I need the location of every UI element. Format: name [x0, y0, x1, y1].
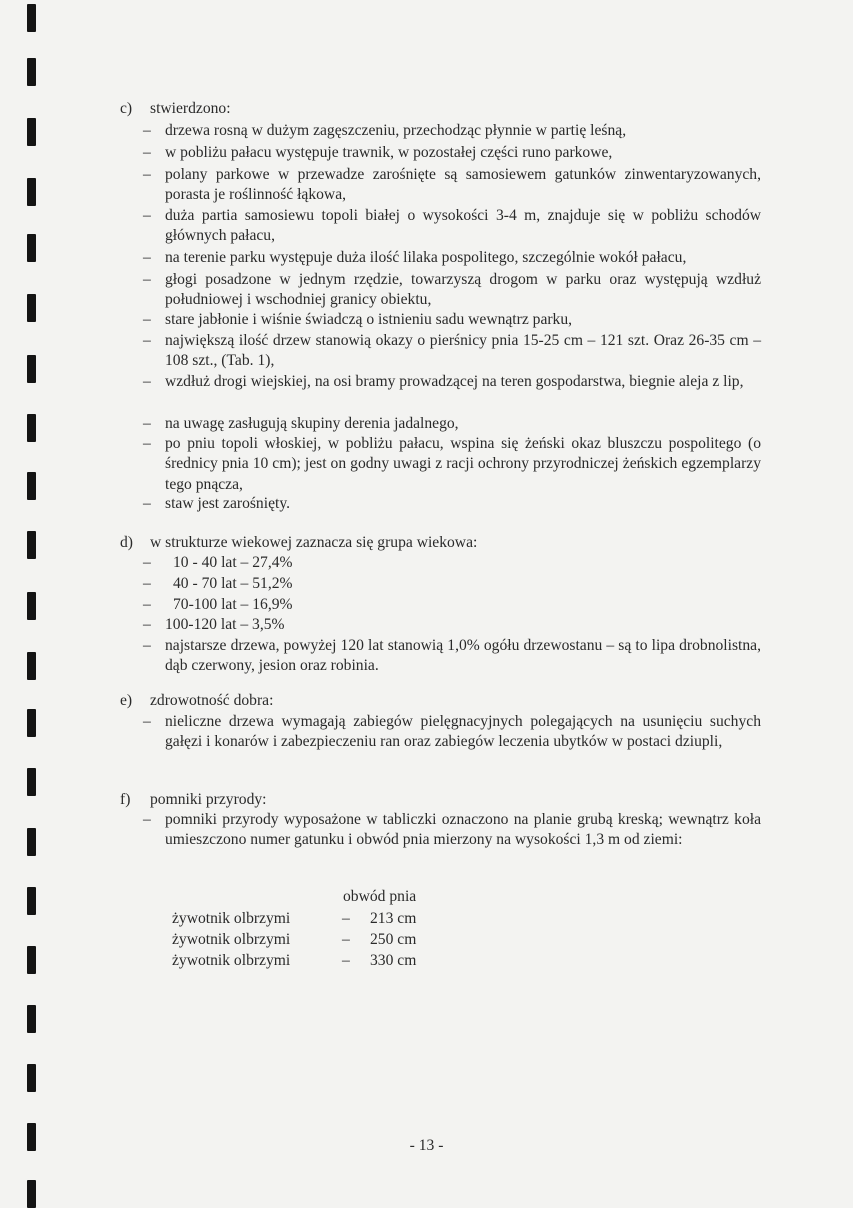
list-item-text: stare jabłonie i wiśnie świadczą o istnieniu sadu wewnątrz parku,	[165, 311, 573, 328]
dash-bullet: –	[143, 575, 151, 592]
list-item-text: głogi posadzone w jednym rzędzie, towarzyszą drogom w parku oraz występują wzdłuż południowej i wschodniej granicy obiektu,	[165, 271, 761, 309]
list-item-text: nieliczne drzewa wymagają zabiegów pielęgnacyjnych polegających na usunięciu suchych gałęzi i konarów i zabezpieczeniu ran oraz zabiegów leczenia ubytków w postaci dziupli,	[165, 713, 761, 751]
dash-bullet: –	[143, 144, 151, 161]
section-letter: e)	[120, 692, 133, 709]
dash-bullet: –	[143, 122, 151, 139]
separator-dash: –	[342, 910, 350, 927]
section-heading-text: zdrowotność dobra:	[150, 692, 274, 709]
page-number: - 13 -	[409, 1137, 444, 1154]
list-item-text: pomniki przyrody wyposażone w tabliczki oznaczono na planie grubą kreską; wewnątrz koła umieszczono numer gatunku i obwód pnia mierzony na wysokości 1,3 m od ziemi:	[165, 811, 761, 849]
dash-bullet: –	[143, 332, 151, 349]
dash-bullet: –	[143, 249, 151, 266]
list-item-text: drzewa rosną w dużym zagęszczeniu, przechodząc płynnie w partię leśną,	[165, 122, 627, 139]
list-item-text: na uwagę zasługują skupiny derenia jadalnego,	[165, 415, 459, 432]
table-row	[172, 909, 472, 929]
list-item-text: 100-120 lat – 3,5%	[165, 616, 285, 633]
separator-dash: –	[342, 931, 350, 948]
dash-bullet: –	[143, 166, 151, 183]
circumference-value: 330 cm	[370, 952, 417, 969]
dash-bullet: –	[143, 616, 151, 633]
table-row	[172, 951, 472, 971]
list-item-text: 10 - 40 lat – 27,4%	[173, 554, 293, 571]
dash-bullet: –	[143, 554, 151, 571]
list-item-text: po pniu topoli włoskiej, w pobliżu pałacu, wspina się żeński okaz bluszczu pospolitego (o średnicy pnia 10 cm); jest on godny uwagi z racji ochrony przyrodniczej żeńskich egzemplarzy tego pnącza,	[165, 435, 761, 493]
list-item-text: na terenie parku występuje duża ilość lilaka pospolitego, szczególnie wokół pałacu,	[165, 249, 687, 266]
circumference-value: 213 cm	[370, 910, 417, 927]
list-item-text: duża partia samosiewu topoli białej o wysokości 3-4 m, znajduje się w pobliżu schodów głównych pałacu,	[165, 207, 761, 245]
dash-bullet: –	[143, 373, 151, 390]
circumference-value: 250 cm	[370, 931, 417, 948]
separator-dash: –	[342, 952, 350, 969]
dash-bullet: –	[143, 271, 151, 288]
table-header-circumference: obwód pnia	[343, 888, 417, 905]
dash-bullet: –	[143, 435, 151, 452]
list-item-text: staw jest zarośnięty.	[165, 495, 291, 512]
list-item-text: 70-100 lat – 16,9%	[173, 596, 293, 613]
list-item-text: polany parkowe w przewadze zarośnięte są samosiewem gatunków zinwentaryzowanych, porasta je roślinność łąkowa,	[165, 166, 761, 204]
section-heading-text: w strukturze wiekowej zaznacza się grupa wiekowa:	[150, 534, 478, 551]
dash-bullet: –	[143, 207, 151, 224]
dash-bullet: –	[143, 415, 151, 432]
list-item-text: w pobliżu pałacu występuje trawnik, w pozostałej części runo parkowe,	[165, 144, 613, 161]
tree-name: żywotnik olbrzymi	[172, 910, 291, 927]
list-item-text: 40 - 70 lat – 51,2%	[173, 575, 293, 592]
tree-name: żywotnik olbrzymi	[172, 931, 291, 948]
dash-bullet: –	[143, 596, 151, 613]
list-item-text: wzdłuż drogi wiejskiej, na osi bramy prowadzącej na teren gospodarstwa, biegnie aleja z lip,	[165, 373, 744, 390]
section-letter: c)	[120, 100, 133, 117]
dash-bullet: –	[143, 811, 151, 828]
table-row	[172, 930, 472, 950]
dash-bullet: –	[143, 495, 151, 512]
section-heading-text: stwierdzono:	[150, 100, 231, 117]
section-heading-text: pomniki przyrody:	[150, 791, 267, 808]
dash-bullet: –	[143, 311, 151, 328]
dash-bullet: –	[143, 713, 151, 730]
list-item-text: największą ilość drzew stanowią okazy o pierśnicy pnia 15-25 cm – 121 szt. Oraz 26-35 cm – 108 szt., (Tab. 1),	[165, 332, 761, 370]
section-letter: f)	[120, 791, 131, 808]
section-letter: d)	[120, 534, 133, 551]
tree-name: żywotnik olbrzymi	[172, 952, 291, 969]
dash-bullet: –	[143, 637, 151, 654]
list-item-text: najstarsze drzewa, powyżej 120 lat stanowią 1,0% ogółu drzewostanu – są to lipa drobnolistna, dąb czerwony, jesion oraz robinia.	[165, 637, 761, 675]
